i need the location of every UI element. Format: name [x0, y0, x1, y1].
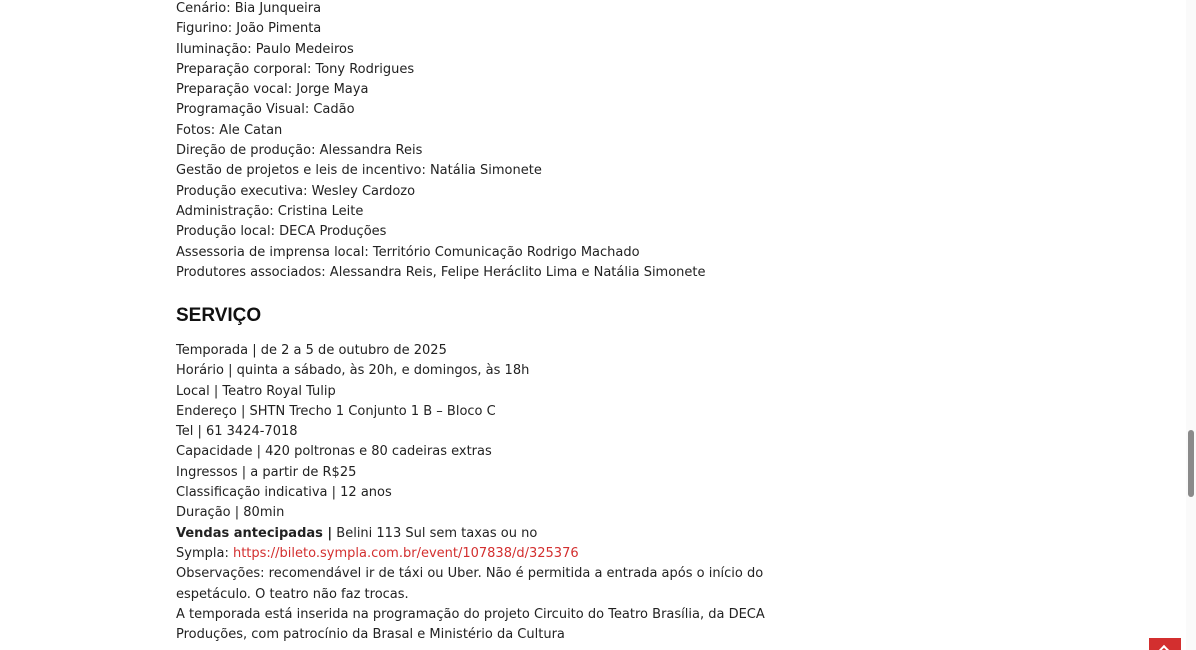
chevron-up-icon	[1157, 645, 1171, 650]
credit-line: Figurino: João Pimenta	[176, 21, 322, 37]
credit-line: Fotos: Ale Catan	[176, 122, 283, 138]
credit-line: Assessoria de imprensa local: Território Comunicação Rodrigo Machado	[176, 244, 640, 260]
credit-line: Gestão de projetos e leis de incentivo: Natália Simonete	[176, 163, 542, 179]
notes-line: espetáculo. O teatro não faz trocas.	[176, 586, 409, 602]
service-line: Temporada | de 2 a 5 de outubro de 2025	[176, 343, 447, 358]
sales-text: Belini 113 Sul sem taxas ou no	[332, 525, 538, 541]
credit-line: Programação Visual: Cadão	[176, 102, 355, 118]
sales-label: Vendas antecipadas |	[176, 525, 333, 541]
credit-line: Produção executiva: Wesley Cardozo	[176, 183, 416, 199]
credit-line: Cenário: Bia Junqueira	[176, 1, 322, 16]
program-line: A temporada está inserida na programação do projeto Circuito do Teatro Brasília, da DECA	[176, 606, 765, 622]
service-line: Capacidade | 420 poltronas e 80 cadeiras extras	[176, 444, 492, 460]
credits-list	[176, 0, 706, 283]
scrollbar-thumb[interactable]	[1188, 430, 1194, 497]
credit-line: Iluminação: Paulo Medeiros	[176, 41, 354, 57]
page-scrollbar[interactable]	[1186, 0, 1196, 650]
credit-line: Preparação vocal: Jorge Maya	[176, 82, 369, 98]
sales-line	[176, 524, 765, 544]
credit-line: Direção de produção: Alessandra Reis	[176, 143, 423, 159]
service-line: Tel | 61 3424-7018	[176, 424, 298, 440]
service-line: Local | Teatro Royal Tulip	[176, 383, 336, 399]
service-line: Duração | 80min	[176, 505, 285, 521]
credit-line: Produtores associados: Alessandra Reis, Felipe Heráclito Lima e Natália Simonete	[176, 264, 706, 280]
service-info	[176, 341, 765, 645]
service-line: Endereço | SHTN Trecho 1 Conjunto 1 B – Bloco C	[176, 403, 496, 419]
credit-line: Administração: Cristina Leite	[176, 203, 364, 219]
back-to-top-button[interactable]	[1149, 638, 1181, 650]
credit-line: Preparação corporal: Tony Rodrigues	[176, 61, 415, 77]
sympla-link[interactable]: https://bileto.sympla.com.br/event/107838/d/325376	[232, 545, 579, 561]
program-line: Produções, com patrocínio da Brasal e Ministério da Cultura	[176, 627, 565, 643]
sympla-line	[176, 544, 765, 564]
service-line: Classificação indicativa | 12 anos	[176, 485, 392, 501]
credit-line: Produção local: DECA Produções	[176, 224, 387, 240]
service-line: Horário | quinta a sábado, às 20h, e domingos, às 18h	[176, 363, 530, 379]
sympla-prefix: Sympla:	[176, 545, 233, 561]
notes-line: Observações: recomendável ir de táxi ou Uber. Não é permitida a entrada após o início do	[176, 566, 764, 582]
service-heading: SERVIÇO	[176, 305, 262, 326]
service-line: Ingressos | a partir de R$25	[176, 464, 357, 480]
